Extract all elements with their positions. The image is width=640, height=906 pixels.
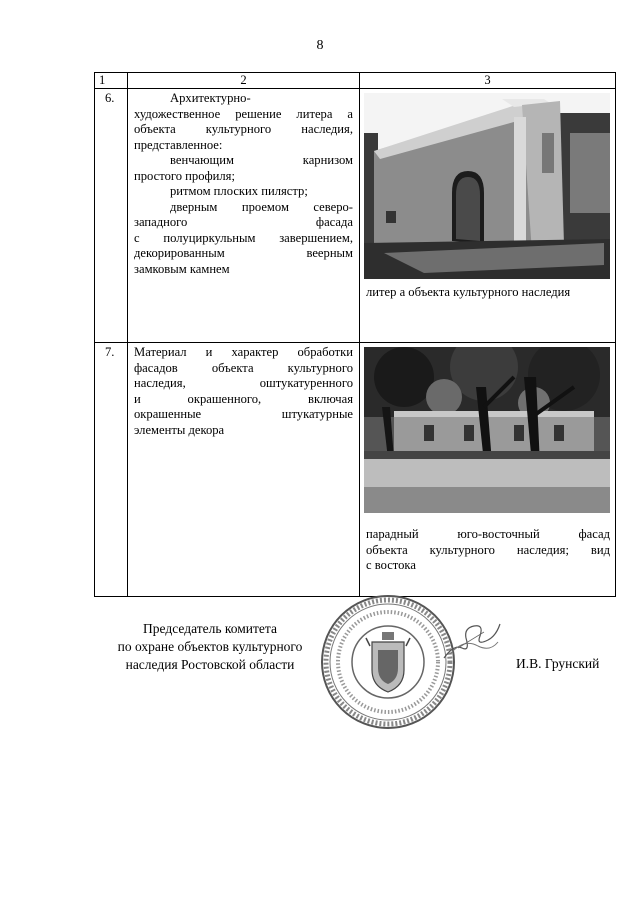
photo-cell bbox=[360, 343, 616, 597]
caption-line: парадный юго-восточный фасад bbox=[366, 527, 610, 541]
signer-name: И.В. Грунский bbox=[516, 656, 600, 671]
desc-line: венчающим карнизом bbox=[170, 153, 353, 167]
desc-line: Материал и характер обработки bbox=[134, 345, 353, 359]
column-header-1: 1 bbox=[95, 73, 128, 89]
desc-line: объекта культурного наследия, bbox=[134, 122, 353, 136]
desc-line: с полуциркульным завершением, bbox=[134, 230, 353, 245]
photo-caption bbox=[364, 527, 612, 574]
table-header-row bbox=[95, 73, 616, 89]
desc-line: замковым камнем bbox=[134, 261, 230, 276]
desc-line: западного фасада bbox=[134, 215, 353, 229]
row-description bbox=[128, 89, 360, 343]
desc-line: окрашенные штукатурные bbox=[134, 407, 353, 421]
desc-line: элементы декора bbox=[134, 422, 225, 437]
trees-facade-photo bbox=[364, 347, 610, 513]
table-row bbox=[95, 89, 616, 343]
caption-line: с востока bbox=[366, 558, 416, 572]
page-number: 8 bbox=[316, 38, 324, 53]
building-photo bbox=[364, 93, 610, 279]
caption-line: литер а объекта культурного наследия bbox=[366, 285, 571, 299]
row-number: 6. bbox=[95, 89, 128, 343]
title-line: наследия Ростовской области bbox=[125, 657, 295, 672]
desc-line: представленное: bbox=[134, 137, 223, 152]
title-line: Председатель комитета bbox=[143, 621, 277, 636]
desc-line: дверным проемом северо- bbox=[170, 199, 353, 214]
desc-line: декорированным веерным bbox=[134, 246, 353, 260]
handwritten-signature-icon bbox=[440, 618, 504, 664]
desc-line: ритмом плоских пилястр; bbox=[170, 184, 308, 198]
table-row bbox=[95, 343, 616, 597]
photo-cell bbox=[360, 89, 616, 343]
official-seal-icon bbox=[318, 592, 458, 732]
desc-line: и окрашенного, включая bbox=[134, 391, 353, 406]
heritage-table bbox=[94, 72, 616, 597]
desc-line: простого профиля; bbox=[134, 168, 235, 183]
desc-line: художественное решение литера а bbox=[134, 106, 353, 121]
photo-caption bbox=[364, 285, 612, 301]
row-description bbox=[128, 343, 360, 597]
desc-line: Архитектурно- bbox=[170, 91, 251, 105]
title-line: по охране объектов культурного bbox=[117, 639, 303, 654]
caption-line: объекта культурного наследия; вид bbox=[366, 542, 610, 557]
desc-line: фасадов объекта культурного bbox=[134, 360, 353, 375]
column-header-3: 3 bbox=[360, 73, 616, 89]
desc-line: наследия, оштукатуренного bbox=[134, 376, 353, 390]
column-header-2: 2 bbox=[128, 73, 360, 89]
row-number: 7. bbox=[95, 343, 128, 597]
signature-title bbox=[90, 620, 330, 674]
